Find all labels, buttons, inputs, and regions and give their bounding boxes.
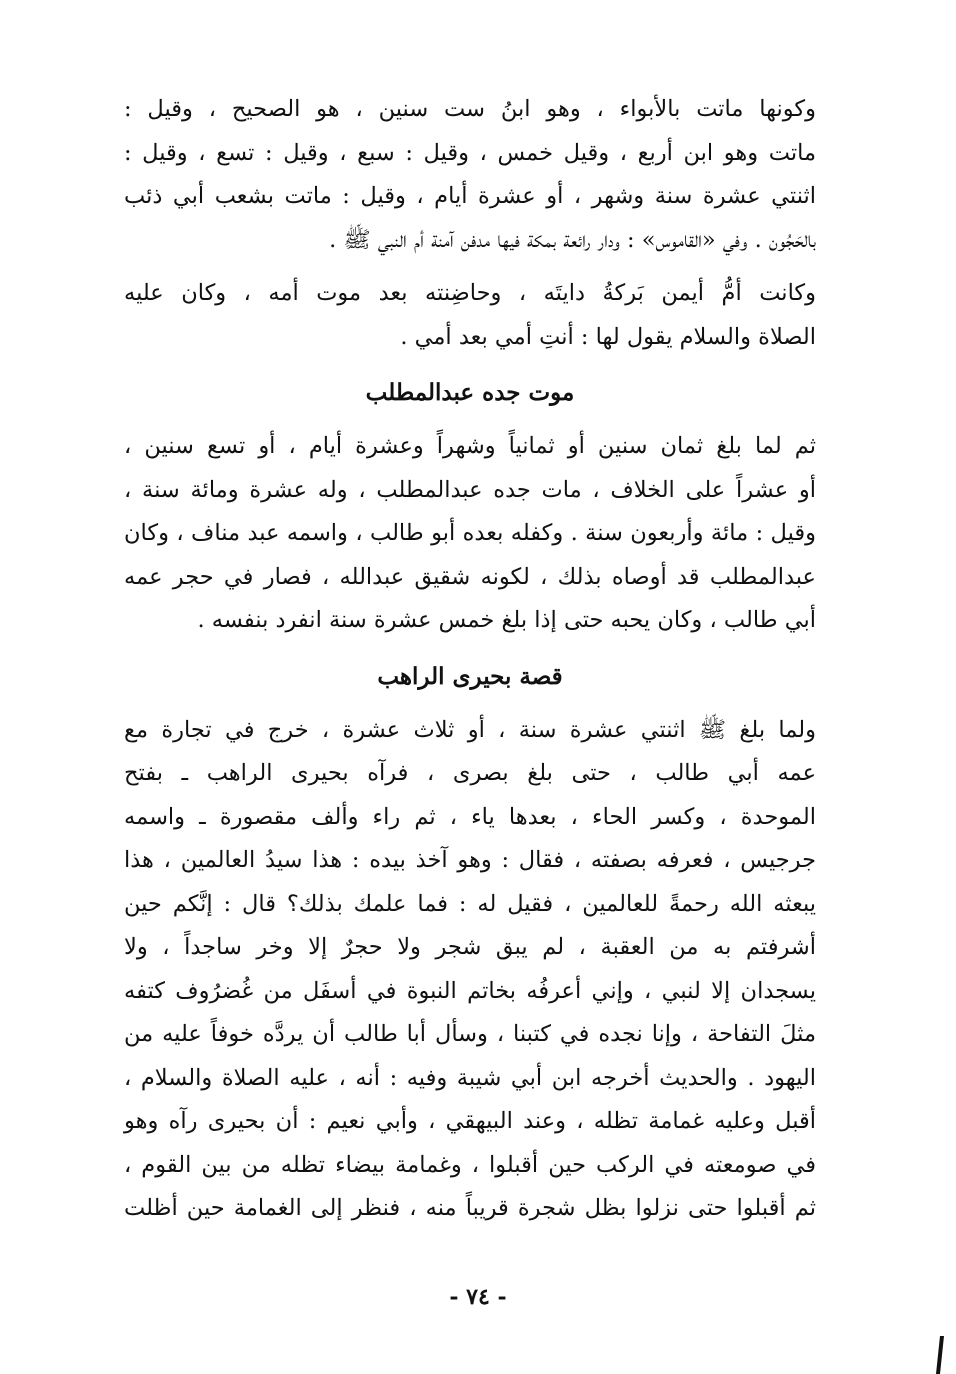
text-line: جرجيس ، فعرفه بصفته ، فقال : وهو آخذ بيده : هذا سيدُ العالمين ، هذا — [124, 847, 816, 873]
text-line: اليهود . والحديث أخرجه ابن أبي شيبة وفيه : أنه ، عليه الصلاة والسلام ، — [124, 1064, 816, 1091]
text-line: اثنتي عشرة سنة وشهر ، أو عشرة أيام ، وقيل : ماتت بشعب أبي ذئب — [124, 183, 816, 209]
paragraph-2 — [124, 272, 816, 359]
section-heading-bahira-story: قصة بحيرى الراهب — [377, 662, 563, 690]
paragraph-4 — [124, 709, 816, 1231]
text-line: ماتت وهو ابن أربع ، وقيل خمس ، وقيل : سبع ، وقيل : تسع ، وقيل : — [124, 139, 816, 166]
text-line: ثم لما بلغ ثمان سنين أو ثمانياً وشهراً وعشرة أيام ، أو تسع سنين ، — [124, 433, 816, 459]
text-line: الصلاة والسلام يقول لها : أنتِ أمي بعد أمي . — [400, 323, 816, 350]
text-line: وكانت أمُّ أيمن بَركةُ دايتَه ، وحاضِنته بعد موت أمه ، وكان عليه — [124, 280, 816, 306]
text-line: أشرفتم به من العقبة ، لم يبق شجر ولا حجرٌ إلا وخر ساجداً ، ولا — [124, 934, 816, 960]
text-line: وكونها ماتت بالأبواء ، وهو ابنُ ست سنين ، هو الصحيح ، وقيل : — [124, 96, 816, 122]
text-line: ثم أقبلوا حتى نزلوا بظل شجرة قريباً منه ، فنظر إلى الغمامة حين أظلت — [124, 1195, 816, 1221]
text-line: مثلَ التفاحة ، وإنا نجده في كتبنا ، وسأل أبا طالب أن يردَّه خوفاً عليه من — [124, 1021, 816, 1047]
text-line: يسجدان إلا لنبي ، وإني أعرفُه بخاتم النبوة في أسفَل من غُضرُوف كتفه — [124, 977, 816, 1004]
scan-edge-mark — [936, 1336, 944, 1374]
paragraph-1 — [124, 88, 816, 262]
text-line: ولما بلغ ﷺ اثنتي عشرة سنة ، أو ثلاث عشرة ، خرج في تجارة مع — [124, 716, 816, 743]
text-line: يبعثه الله رحمةً للعالمين ، فقيل له : فما علمك بذلك؟ قال : إنَّكم حين — [124, 890, 816, 917]
text-line: أبي طالب ، وكان يحبه حتى إذا بلغ خمس عشرة سنة انفرد بنفسه . — [197, 607, 816, 633]
text-line: عمه أبي طالب ، حتى بلغ بصرى ، فرآه بحيرى الراهب ـ بفتح — [124, 760, 816, 786]
text-line: وقيل : مائة وأربعون سنة . وكفله بعده أبو طالب ، واسمه عبد مناف ، وكان — [124, 520, 816, 546]
text-line: بالحَجُون . وفي «القاموس» : ودار رائعة بمكة فيها مدفن آمنة أم النبي ﷺ . — [329, 226, 816, 253]
paragraph-3 — [124, 425, 816, 643]
paragraph-gap — [124, 262, 816, 272]
text-line: عبدالمطلب قد أوصاه بذلك ، لكونه شقيق عبدالله ، فصار في حجر عمه — [124, 563, 816, 590]
text-line: أقبل وعليه غمامة تظله ، وعند البيهقي ، وأبي نعيم : أن بحيرى رآه وهو — [124, 1108, 816, 1134]
page-number: - ٧٤ - — [449, 1284, 507, 1310]
text-line: في صومعته في الركب حين أقبلوا ، وغمامة بيضاء تظله من بين القوم ، — [124, 1151, 816, 1178]
text-line: الموحدة ، وكسر الحاء ، بعدها ياء ، ثم راء وألف مقصورة ـ واسمه — [124, 803, 816, 830]
page-body — [124, 88, 816, 1231]
section-heading-death-of-grandfather: موت جده عبدالمطلب — [365, 379, 575, 406]
text-line: أو عشراً على الخلاف ، مات جده عبدالمطلب ، وله عشرة ومائة سنة ، — [124, 476, 816, 503]
